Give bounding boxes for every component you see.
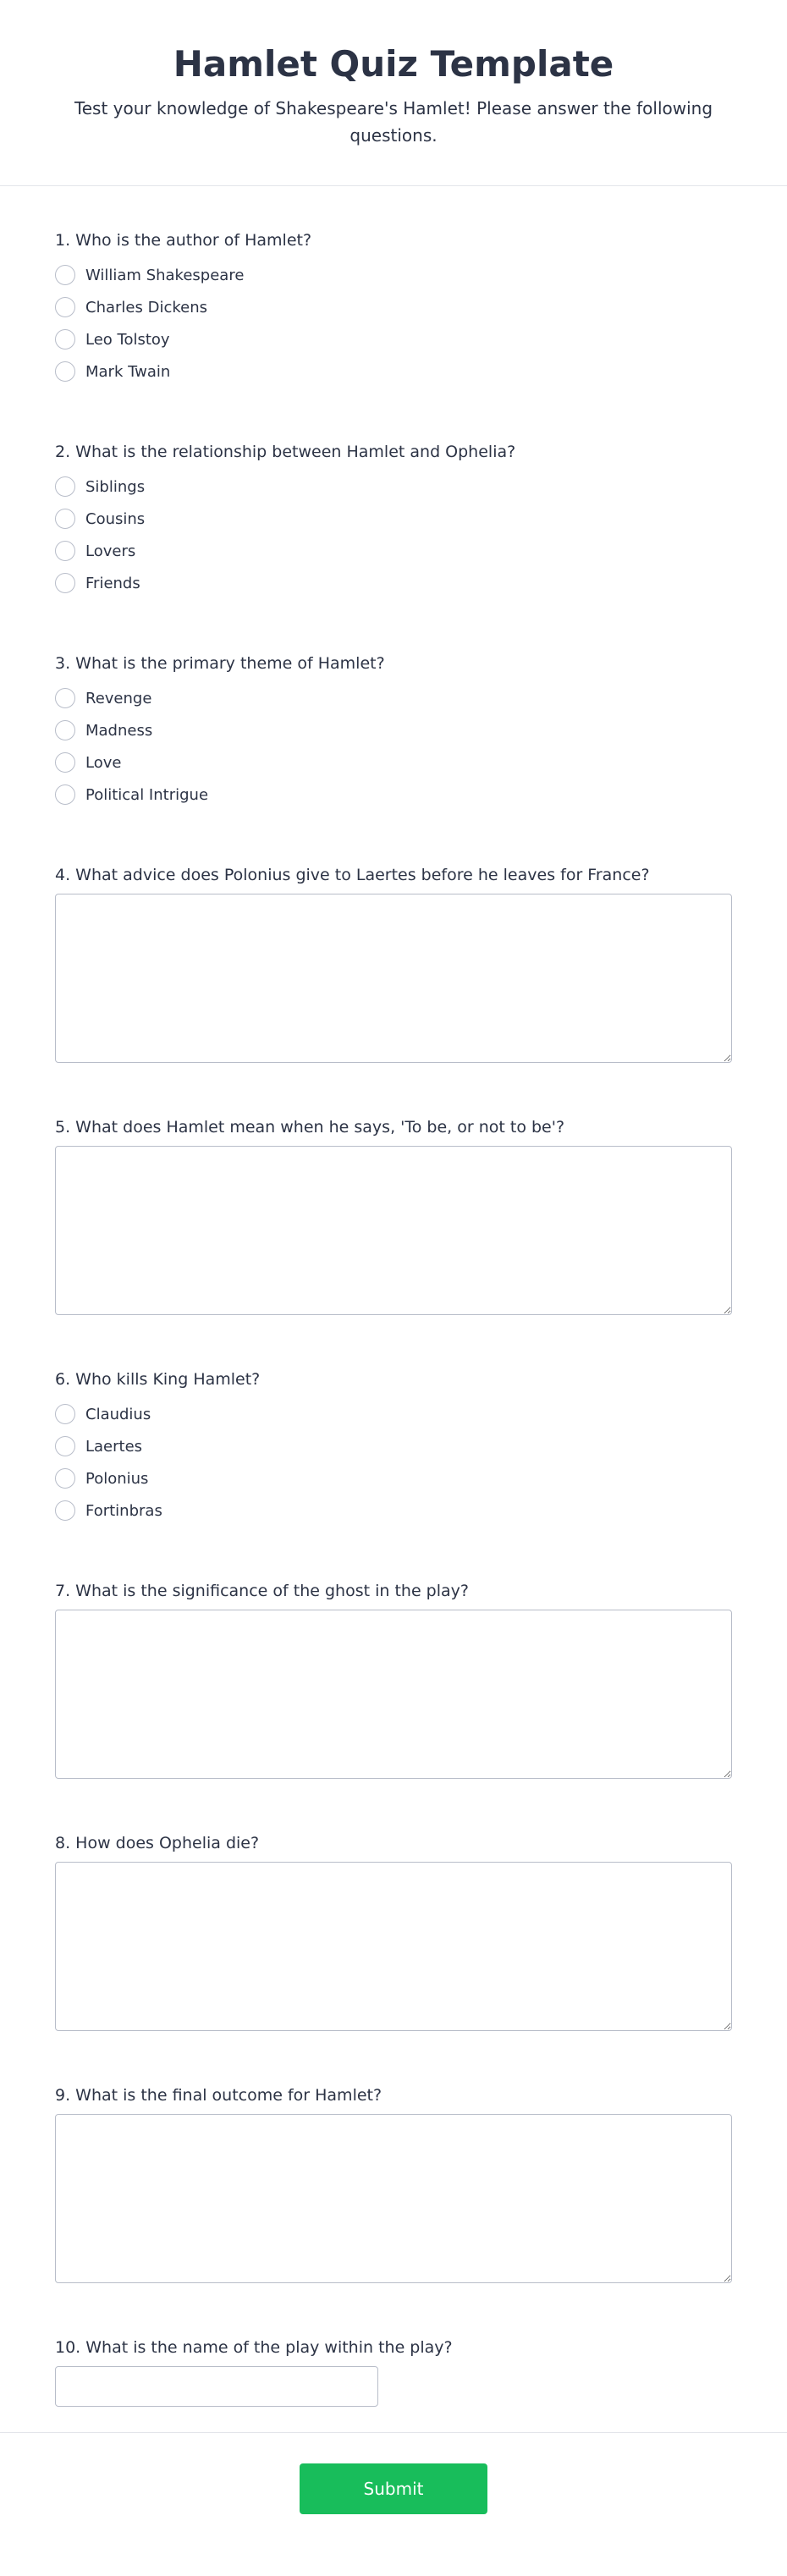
radio-group <box>55 682 732 811</box>
radio-option-label[interactable]: Fortinbras <box>85 1501 162 1520</box>
radio-group <box>55 471 732 599</box>
question-2 <box>55 432 732 599</box>
radio-option-label[interactable]: Laertes <box>85 1437 143 1456</box>
radio-option[interactable] <box>55 535 732 567</box>
question-4 <box>55 855 732 1063</box>
form-footer <box>0 2432 787 2551</box>
answer-textarea[interactable] <box>55 1146 732 1315</box>
answer-textarea[interactable] <box>55 894 732 1063</box>
radio-button[interactable] <box>55 688 75 708</box>
radio-option[interactable] <box>55 355 732 388</box>
radio-option[interactable] <box>55 503 732 535</box>
radio-option[interactable] <box>55 1462 732 1494</box>
question-label: 4. What advice does Polonius give to Laertes before he leaves for France? <box>55 866 650 884</box>
radio-button[interactable] <box>55 509 75 529</box>
question-label: 8. How does Ophelia die? <box>55 1834 260 1852</box>
radio-option[interactable] <box>55 714 732 746</box>
radio-button[interactable] <box>55 1404 75 1424</box>
answer-textarea[interactable] <box>55 1610 732 1779</box>
radio-button[interactable] <box>55 752 75 773</box>
question-label: 2. What is the relationship between Hamlet and Ophelia? <box>55 443 516 461</box>
radio-option-label[interactable]: Polonius <box>85 1469 149 1488</box>
radio-button[interactable] <box>55 720 75 740</box>
answer-textarea[interactable] <box>55 1862 732 2031</box>
question-label: 1. Who is the author of Hamlet? <box>55 231 312 250</box>
radio-button[interactable] <box>55 1468 75 1489</box>
radio-option-label[interactable]: Lovers <box>85 542 136 560</box>
radio-option[interactable] <box>55 682 732 714</box>
radio-button[interactable] <box>55 784 75 805</box>
radio-option-label[interactable]: Cousins <box>85 509 146 528</box>
answer-textarea[interactable] <box>55 2114 732 2283</box>
radio-option-label[interactable]: Mark Twain <box>85 362 171 381</box>
radio-option-label[interactable]: Political Intrigue <box>85 785 209 804</box>
radio-option[interactable] <box>55 746 732 779</box>
radio-group <box>55 1398 732 1527</box>
radio-option-label[interactable]: Revenge <box>85 689 152 707</box>
radio-group <box>55 259 732 388</box>
radio-option-label[interactable]: Leo Tolstoy <box>85 330 170 349</box>
radio-option-label[interactable]: William Shakespeare <box>85 266 245 284</box>
question-6 <box>55 1359 732 1527</box>
radio-option-label[interactable]: Claudius <box>85 1405 151 1423</box>
radio-option-label[interactable]: Siblings <box>85 477 146 496</box>
radio-button[interactable] <box>55 265 75 285</box>
question-list <box>0 186 787 2407</box>
submit-button[interactable]: Submit <box>300 2463 487 2514</box>
radio-option[interactable] <box>55 1398 732 1430</box>
form-title: Hamlet Quiz Template <box>173 43 614 85</box>
question-8 <box>55 1823 732 2031</box>
radio-button[interactable] <box>55 573 75 593</box>
question-7 <box>55 1571 732 1779</box>
radio-button[interactable] <box>55 541 75 561</box>
question-label: 6. Who kills King Hamlet? <box>55 1370 261 1389</box>
radio-option-label[interactable]: Love <box>85 753 122 772</box>
form-header <box>0 0 787 186</box>
question-9 <box>55 2075 732 2283</box>
radio-button[interactable] <box>55 361 75 382</box>
question-label: 3. What is the primary theme of Hamlet? <box>55 654 385 673</box>
radio-button[interactable] <box>55 329 75 350</box>
radio-option-label[interactable]: Madness <box>85 721 153 740</box>
question-label: 10. What is the name of the play within the play? <box>55 2338 453 2357</box>
radio-option[interactable] <box>55 1430 732 1462</box>
radio-button[interactable] <box>55 1500 75 1521</box>
radio-option[interactable] <box>55 779 732 811</box>
radio-option-label[interactable]: Friends <box>85 574 140 592</box>
radio-option[interactable] <box>55 1494 732 1527</box>
form-description: Test your knowledge of Shakespeare's Hamlet! Please answer the following questions. <box>74 98 713 146</box>
radio-option[interactable] <box>55 291 732 323</box>
radio-option-label[interactable]: Charles Dickens <box>85 298 207 316</box>
short-answer-input[interactable] <box>55 2366 378 2407</box>
question-label: 9. What is the final outcome for Hamlet? <box>55 2086 382 2105</box>
radio-option[interactable] <box>55 471 732 503</box>
radio-option[interactable] <box>55 259 732 291</box>
radio-button[interactable] <box>55 1436 75 1456</box>
question-label: 7. What is the significance of the ghost in the play? <box>55 1582 469 1600</box>
question-1 <box>55 220 732 388</box>
question-3 <box>55 643 732 811</box>
radio-option[interactable] <box>55 567 732 599</box>
question-10 <box>55 2327 732 2407</box>
radio-button[interactable] <box>55 297 75 317</box>
question-5 <box>55 1107 732 1315</box>
radio-option[interactable] <box>55 323 732 355</box>
radio-button[interactable] <box>55 476 75 497</box>
question-label: 5. What does Hamlet mean when he says, 'To be, or not to be'? <box>55 1118 565 1137</box>
